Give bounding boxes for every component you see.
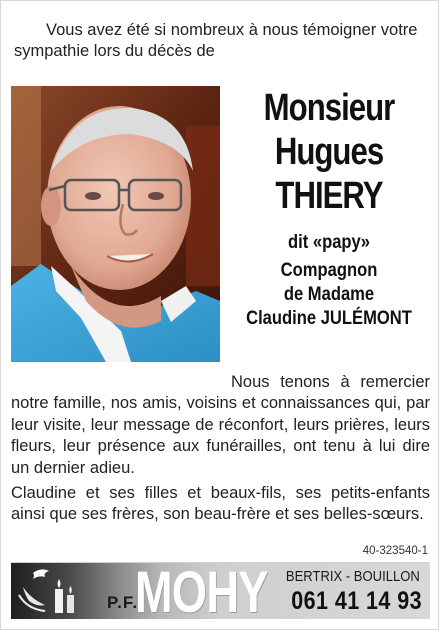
- dove-candle-icon: [15, 565, 95, 622]
- relation-line-3: Claudine JULÉMONT: [246, 307, 412, 329]
- intro-text: Vous avez été si nombreux à nous témoigner votre sympathie lors du décès de: [14, 21, 418, 60]
- funeral-home-name: MOHY: [135, 560, 268, 625]
- funeral-home-location: BERTRIX - BOUILLON: [286, 569, 420, 585]
- reference-number: 40-323540-1: [362, 545, 428, 557]
- thanks-paragraph-1: Nous tenons à remercier notre famille, nos amis, voisins et connaissances qui, par leur visite, leur message de réconfort, leurs prières, leurs fleurs, leur présence aux funérailles, ont tenu à lui dire un dernier adieu.: [11, 373, 430, 477]
- deceased-title: Monsieur: [263, 87, 395, 129]
- relation-line-2: de Madame: [283, 283, 375, 305]
- nickname: dit «papy»: [288, 231, 370, 253]
- relation-line-1: Compagnon: [280, 259, 378, 281]
- funeral-home-phone: 061 41 14 93: [291, 587, 422, 615]
- funeral-home-prefix: P.F.: [107, 593, 139, 612]
- thanks-text: [11, 372, 430, 526]
- deceased-name: [228, 86, 430, 218]
- funeral-home-banner: [11, 560, 430, 625]
- deceased-last-name: THIERY: [275, 175, 383, 217]
- deceased-first-name: Hugues: [274, 131, 384, 173]
- portrait-photo: [11, 86, 220, 362]
- thanks-paragraph-2: Claudine et ses filles et beaux-fils, ses petits-enfants ainsi que ses frères, son beau-frère et ses belles-sœurs.: [11, 484, 430, 524]
- deceased-details: [228, 230, 430, 330]
